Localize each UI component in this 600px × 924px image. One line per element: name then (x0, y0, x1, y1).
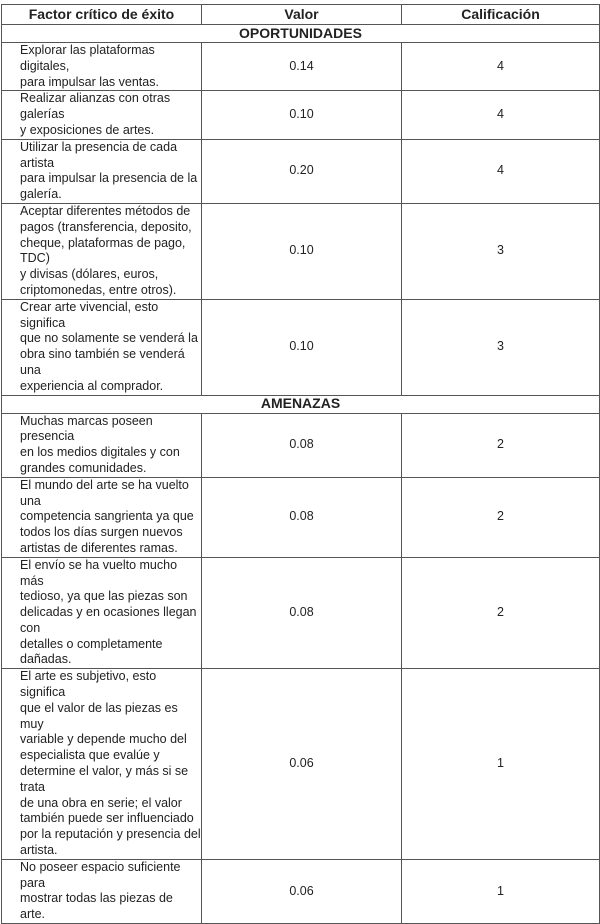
section-title-amenazas: AMENAZAS (2, 395, 600, 413)
valor-cell: 0.14 (202, 43, 402, 91)
oportunidades-rows (2, 43, 600, 396)
table-row (2, 669, 600, 860)
section-title-oportunidades: OPORTUNIDADES (2, 25, 600, 43)
calificacion-cell: 2 (402, 477, 600, 557)
factor-cell: Realizar alianzas con otras galerías y exposiciones de artes. (2, 91, 202, 139)
table-row (2, 477, 600, 557)
factor-cell: No poseer espacio suficiente para mostrar todas las piezas de arte. (2, 859, 202, 923)
table-row (2, 139, 600, 203)
table-row (2, 413, 600, 477)
table-row (2, 299, 600, 395)
factor-cell: Utilizar la presencia de cada artista para impulsar la presencia de la galería. (2, 139, 202, 203)
valor-cell: 0.20 (202, 139, 402, 203)
factor-cell: Muchas marcas poseen presencia en los medios digitales y con grandes comunidades. (2, 413, 202, 477)
factor-cell: El arte es subjetivo, esto significa que el valor de las piezas es muy variable y depende mucho del especialista que evalúe y determine el valor, y más si se trata de una obra en serie; el valor también puede ser influenciado por la reputación y presencia del artista. (2, 669, 202, 860)
table-row (2, 859, 600, 923)
table-row (2, 91, 600, 139)
factor-cell: Explorar las plataformas digitales, para impulsar las ventas. (2, 43, 202, 91)
calificacion-cell: 1 (402, 669, 600, 860)
header-valor: Valor (202, 5, 402, 25)
calificacion-cell: 2 (402, 557, 600, 669)
valor-cell: 0.08 (202, 477, 402, 557)
table-row (2, 43, 600, 91)
header-calificacion: Calificación (402, 5, 600, 25)
calificacion-cell: 1 (402, 859, 600, 923)
factors-table (1, 4, 600, 924)
valor-cell: 0.10 (202, 91, 402, 139)
table-row (2, 203, 600, 299)
calificacion-cell: 4 (402, 139, 600, 203)
calificacion-cell: 2 (402, 413, 600, 477)
factor-cell: El envío se ha vuelto mucho más tedioso, ya que las piezas son delicadas y en ocasiones llegan con detalles o completamente dañadas. (2, 557, 202, 669)
calificacion-cell: 3 (402, 299, 600, 395)
calificacion-cell: 4 (402, 43, 600, 91)
factor-cell: Crear arte vivencial, esto significa que no solamente se venderá la obra sino también se venderá una experiencia al comprador. (2, 299, 202, 395)
valor-cell: 0.08 (202, 557, 402, 669)
amenazas-rows (2, 413, 600, 924)
valor-cell: 0.06 (202, 669, 402, 860)
valor-cell: 0.10 (202, 299, 402, 395)
calificacion-cell: 3 (402, 203, 600, 299)
section-row-oportunidades (2, 25, 600, 43)
table-row (2, 557, 600, 669)
factor-cell: El mundo del arte se ha vuelto una competencia sangrienta ya que todos los días surgen nuevos artistas de diferentes ramas. (2, 477, 202, 557)
header-row (2, 5, 600, 25)
header-factor: Factor crítico de éxito (2, 5, 202, 25)
valor-cell: 0.08 (202, 413, 402, 477)
calificacion-cell: 4 (402, 91, 600, 139)
factor-cell: Aceptar diferentes métodos de pagos (transferencia, deposito, cheque, plataformas de pago, TDC) y divisas (dólares, euros, criptomonedas, entre otros). (2, 203, 202, 299)
valor-cell: 0.10 (202, 203, 402, 299)
valor-cell: 0.06 (202, 859, 402, 923)
section-row-amenazas (2, 395, 600, 413)
